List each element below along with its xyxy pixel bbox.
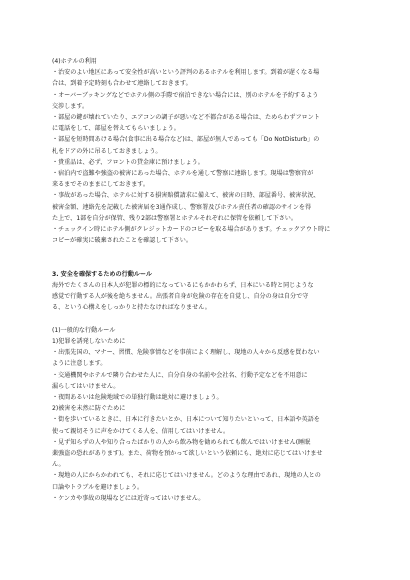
spacer xyxy=(52,314,364,325)
section-3-intro-line: 感覚で行動する人が後を絶ちません。出張者自身が危険の存在を自覚し、自分の身は自分で守 xyxy=(52,293,309,301)
section-4-heading: (4)ホテルの利用 xyxy=(52,58,97,65)
section-4-line: 合は、到着予定時刻も合わせて連絡しておきます。 xyxy=(52,80,192,88)
section-4-line: 被害金額、連絡先を記載した被害届を3通作成し、警察署及びホテル責任者の確認のサインを得 xyxy=(52,203,312,211)
item-1-line: ・交通機関やホテルで隣り合わせた人に、自分自身の名前や会社名、行動予定などを不用意に xyxy=(52,371,308,379)
section-4-line: コピーが確実に破棄されたことを確認して下さい。 xyxy=(52,237,192,245)
item-1-line: ように注意します。 xyxy=(52,360,107,368)
section-4-line: ・事故があった場合、ホテルに対する損害賠償請求に備えて、被害の日時、部屋番号、被害状況、 xyxy=(52,192,320,200)
spacer xyxy=(52,246,364,257)
section-4-line: ・部屋を短時間あける場合(食事に出る場合など)は、部屋が無人であっても「Do NotDisturb」の xyxy=(52,136,320,144)
section-4-line: 交渉します。 xyxy=(52,102,89,110)
section-4-line: ・チェックイン時にホテル側がクレジットカードのコピーを取る場合があります。チェックアウト時に xyxy=(52,226,331,234)
item-2-line: ・ケンカや事故の現場などには近寄ってはいけません。 xyxy=(52,494,205,502)
item-1-line: ・出張先国の、マナー、習慣、危険事情などを事前によく理解し、現地の人々から反感を買わない xyxy=(52,349,320,357)
section-4-line: ・宿泊内で盗難や強盗の被害にあった場合、ホテルを通して警察に連絡します。現場は警察官が xyxy=(52,170,314,178)
section-4-line: ・オーバーブッキングなどでホテル側の手際で宿泊できない場合には、別のホテルを予約するよう xyxy=(52,91,319,99)
section-4-line: ・貴重品は、必ず、フロントの貸金庫に預けましょう。 xyxy=(52,158,204,166)
item-2-line: ん。 xyxy=(52,461,65,469)
section-4-line: た上で、1部を自分が保管、残り2部は警察署とホテルそれぞれに保管を依頼して下さい。 xyxy=(52,214,297,222)
item-2-line: 口論やトラブルを避けましょう。 xyxy=(52,483,144,491)
item-1-heading: 1)犯罪を誘発しないために xyxy=(52,338,126,346)
section-3-intro-line: 海外でたくさんの日本人が犯罪の標的になっているにもかかわらず、日本にいる時と同じような xyxy=(52,282,314,290)
item-2-line: ・街を歩いているときに、日本に行きたいとか、日本について知りたいといって、日本語や英語を xyxy=(52,416,320,424)
section-4-line: 来るまでそのままにしておきます。 xyxy=(52,181,150,189)
section-4-line: に電話をして、部屋を替えてもらいましょう。 xyxy=(52,125,180,133)
section-3-intro-line: る、という心構えをしっかりと持たなければなりません。 xyxy=(52,304,211,312)
item-2-line: 薬強盗の恐れがあります)。また、荷物を預かって欲しいという依頼にも、絶対に応じてはいけませ xyxy=(52,450,323,458)
item-2-line: ・現地の人にからかわれても、それに応じてはいけません。どのような理由であれ、現地の人との xyxy=(52,472,321,480)
item-1-line: ・夜間あるいは危険地域での単独行動は絶対に避けましょう。 xyxy=(52,394,223,402)
section-3-heading: 3. 安全を確保するための行動ルール xyxy=(52,270,152,278)
subsection-1-heading: (1)一般的な行動ルール xyxy=(52,326,116,334)
section-4-line: 札をドアの外に吊るしておきましょう。 xyxy=(52,147,162,155)
item-2-line: ・見ず知らずの人や知り合ったばかりの人から飲み物を勧められても飲んではいけません(睡眠 xyxy=(52,438,311,446)
document-body xyxy=(52,56,364,504)
item-2-line: 使って親切そうに声をかけてくる人を、信用してはいけません。 xyxy=(52,427,230,435)
item-2-heading: 2)被害を未然に防ぐために xyxy=(52,405,126,413)
spacer xyxy=(52,258,364,269)
section-4-line: ・治安のよい地区にあって安全性が高いという評判のあるホテルを利用します。到着が遅くなる場 xyxy=(52,69,320,77)
section-4-line: ・部屋の鍵が壊れていたり、エアコンの調子が悪いなど不都合がある場合は、ためらわずフロント xyxy=(52,114,320,122)
item-1-line: 漏らしてはいけません。 xyxy=(52,382,120,390)
